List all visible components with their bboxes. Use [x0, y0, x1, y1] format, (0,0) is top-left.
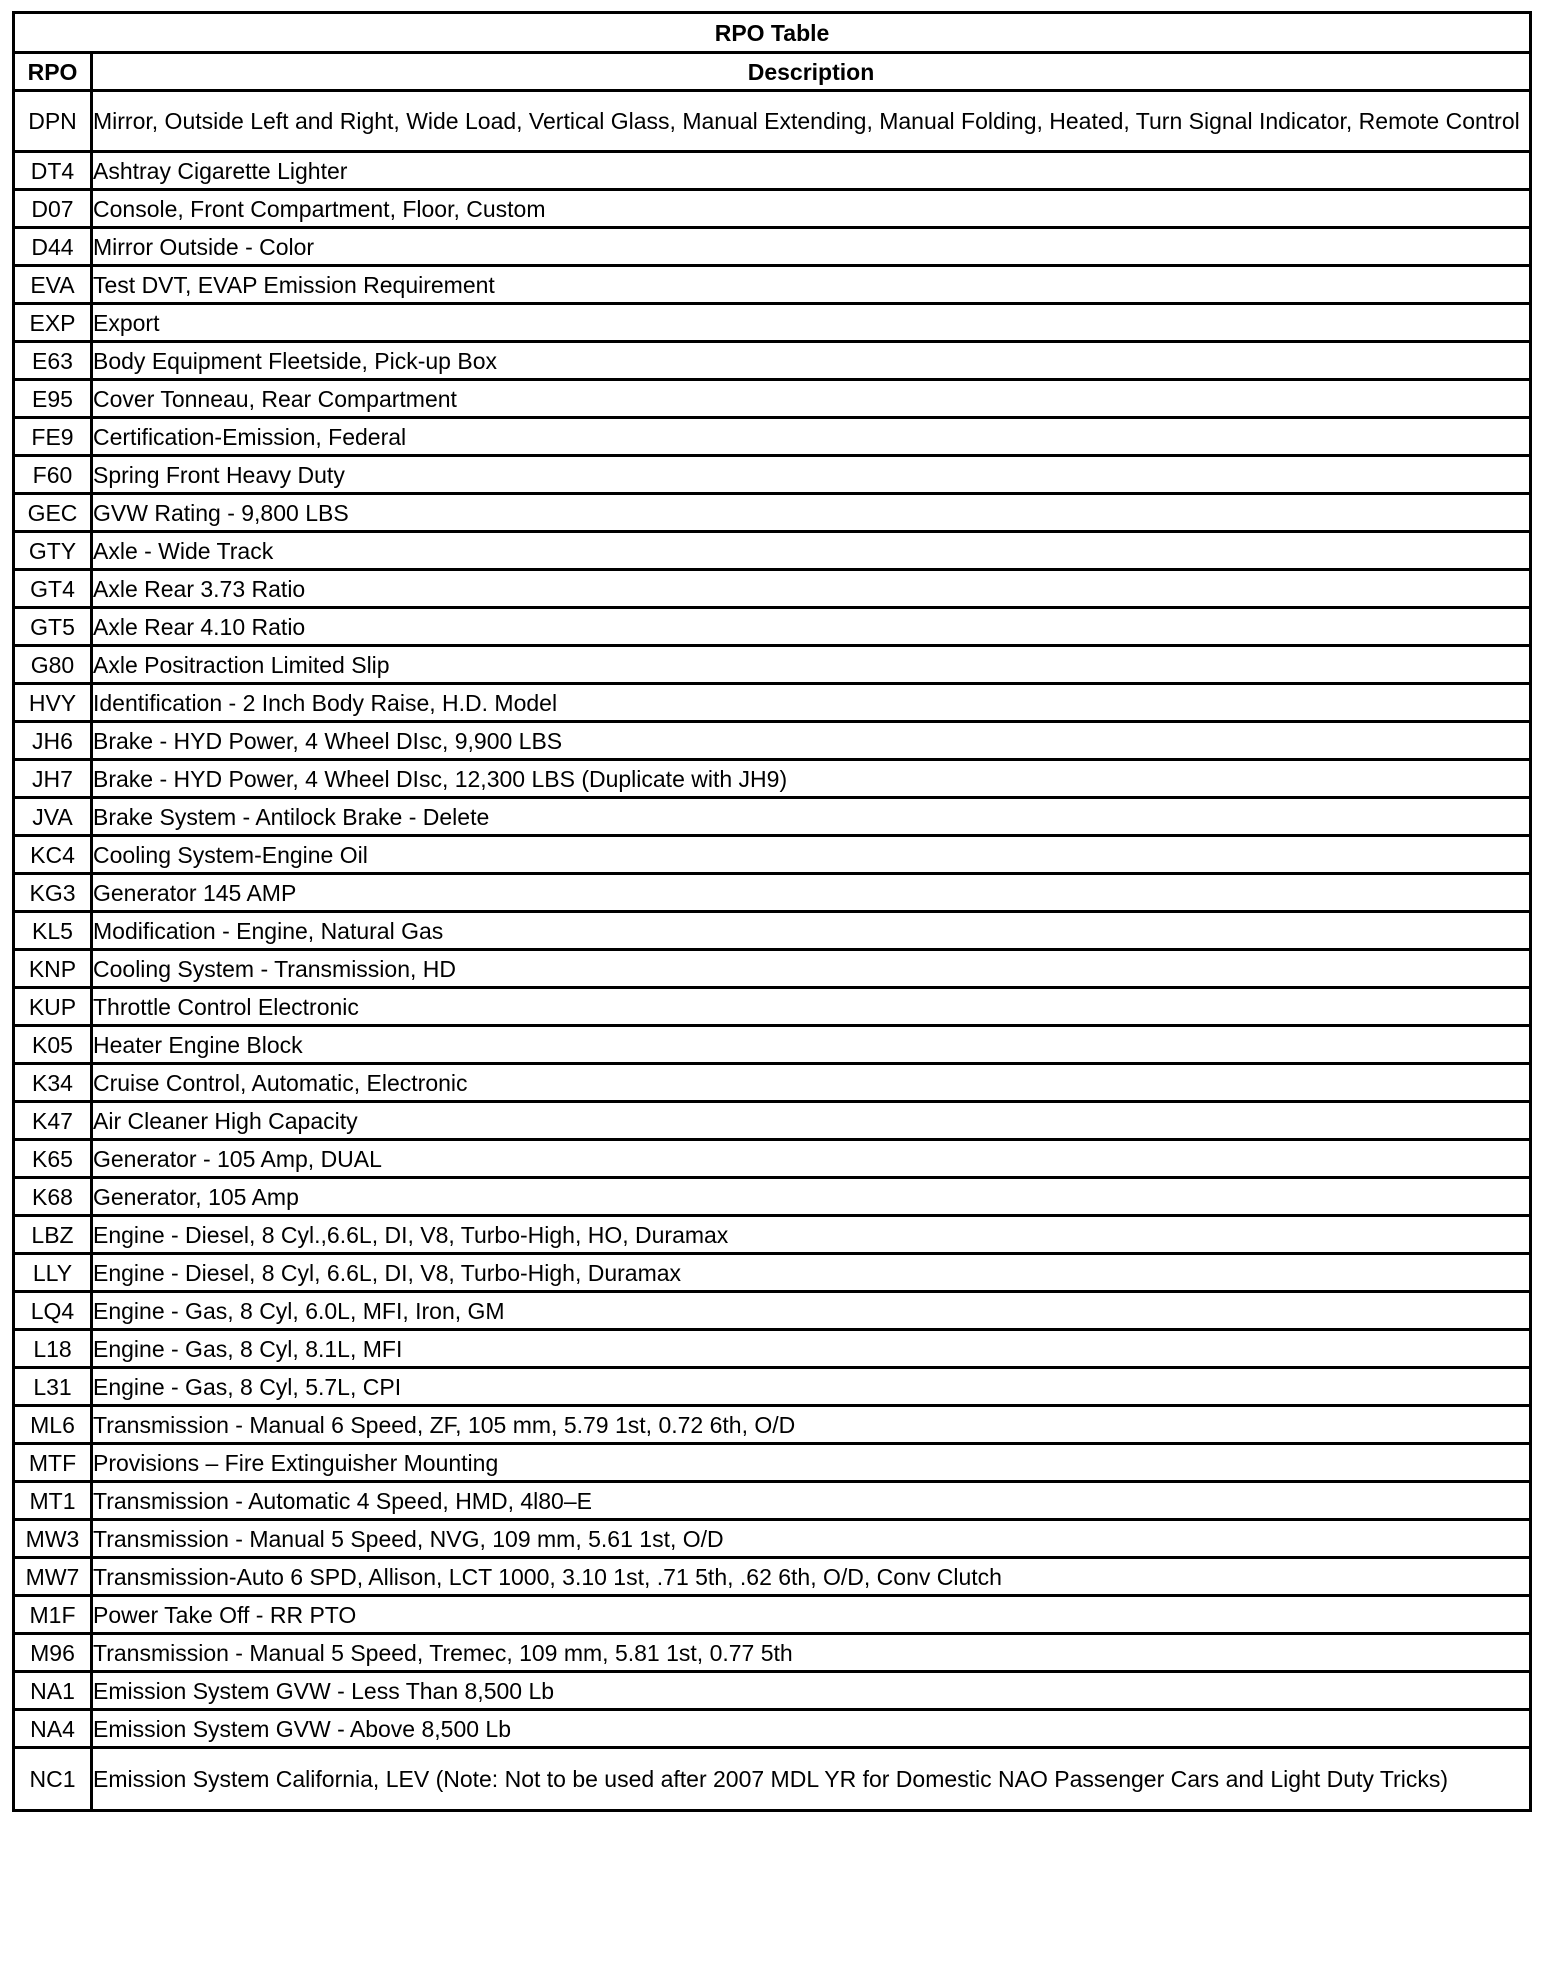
table-header-row	[14, 53, 1531, 91]
rpo-description: Engine - Diesel, 8 Cyl, 6.6L, DI, V8, Turbo-High, Duramax	[92, 1254, 1531, 1292]
rpo-description: Emission System GVW - Less Than 8,500 Lb	[92, 1672, 1531, 1710]
rpo-description: Axle Rear 3.73 Ratio	[92, 570, 1531, 608]
table-row	[14, 1026, 1531, 1064]
rpo-code: NC1	[14, 1748, 92, 1811]
table-row	[14, 532, 1531, 570]
rpo-code: E63	[14, 342, 92, 380]
rpo-description: Engine - Gas, 8 Cyl, 6.0L, MFI, Iron, GM	[92, 1292, 1531, 1330]
rpo-code: LQ4	[14, 1292, 92, 1330]
rpo-code: KNP	[14, 950, 92, 988]
table-row	[14, 380, 1531, 418]
rpo-code: DT4	[14, 152, 92, 190]
rpo-description: Cooling System-Engine Oil	[92, 836, 1531, 874]
table-row	[14, 304, 1531, 342]
rpo-code: D44	[14, 228, 92, 266]
rpo-description: Test DVT, EVAP Emission Requirement	[92, 266, 1531, 304]
rpo-code: EVA	[14, 266, 92, 304]
rpo-description: Ashtray Cigarette Lighter	[92, 152, 1531, 190]
rpo-description: Brake System - Antilock Brake - Delete	[92, 798, 1531, 836]
table-row	[14, 1406, 1531, 1444]
rpo-code: NA4	[14, 1710, 92, 1748]
table-row	[14, 1710, 1531, 1748]
rpo-code: KUP	[14, 988, 92, 1026]
table-row	[14, 608, 1531, 646]
rpo-description: Transmission - Manual 5 Speed, NVG, 109 mm, 5.61 1st, O/D	[92, 1520, 1531, 1558]
rpo-description: Heater Engine Block	[92, 1026, 1531, 1064]
rpo-code: EXP	[14, 304, 92, 342]
rpo-description: Export	[92, 304, 1531, 342]
table-row	[14, 760, 1531, 798]
table-row	[14, 1444, 1531, 1482]
rpo-code: K47	[14, 1102, 92, 1140]
table-row	[14, 456, 1531, 494]
table-row	[14, 1482, 1531, 1520]
rpo-description: Mirror, Outside Left and Right, Wide Load, Vertical Glass, Manual Extending, Manual Folding, Heated, Turn Signal Indicator, Remote Control	[92, 91, 1531, 152]
table-row	[14, 988, 1531, 1026]
rpo-table	[12, 11, 1532, 1812]
rpo-code: L31	[14, 1368, 92, 1406]
table-row	[14, 836, 1531, 874]
rpo-code: K34	[14, 1064, 92, 1102]
rpo-code: JVA	[14, 798, 92, 836]
rpo-description: Provisions – Fire Extinguisher Mounting	[92, 1444, 1531, 1482]
table-row	[14, 1178, 1531, 1216]
rpo-code: KL5	[14, 912, 92, 950]
table-row	[14, 266, 1531, 304]
table-row	[14, 1520, 1531, 1558]
column-header-rpo: RPO	[14, 53, 92, 91]
table-row	[14, 570, 1531, 608]
rpo-description: Emission System California, LEV (Note: Not to be used after 2007 MDL YR for Domestic NAO Passenger Cars and Light Duty Tricks)	[92, 1748, 1531, 1811]
table-row	[14, 722, 1531, 760]
rpo-description: Certification-Emission, Federal	[92, 418, 1531, 456]
table-row	[14, 1254, 1531, 1292]
table-row	[14, 646, 1531, 684]
rpo-description: Brake - HYD Power, 4 Wheel DIsc, 9,900 LBS	[92, 722, 1531, 760]
rpo-code: D07	[14, 190, 92, 228]
table-row	[14, 1140, 1531, 1178]
rpo-description: Throttle Control Electronic	[92, 988, 1531, 1026]
rpo-code: MTF	[14, 1444, 92, 1482]
rpo-code: MW7	[14, 1558, 92, 1596]
table-row	[14, 91, 1531, 152]
rpo-code: JH6	[14, 722, 92, 760]
rpo-code: GTY	[14, 532, 92, 570]
rpo-description: Axle - Wide Track	[92, 532, 1531, 570]
table-row	[14, 798, 1531, 836]
table-row	[14, 1672, 1531, 1710]
rpo-code: L18	[14, 1330, 92, 1368]
rpo-description: Power Take Off - RR PTO	[92, 1596, 1531, 1634]
rpo-code: JH7	[14, 760, 92, 798]
table-row	[14, 1064, 1531, 1102]
rpo-description: Modification - Engine, Natural Gas	[92, 912, 1531, 950]
table-row	[14, 152, 1531, 190]
rpo-code: K68	[14, 1178, 92, 1216]
table-row	[14, 874, 1531, 912]
table-row	[14, 950, 1531, 988]
rpo-code: M96	[14, 1634, 92, 1672]
rpo-description: Transmission-Auto 6 SPD, Allison, LCT 1000, 3.10 1st, .71 5th, .62 6th, O/D, Conv Clutch	[92, 1558, 1531, 1596]
rpo-description: Axle Positraction Limited Slip	[92, 646, 1531, 684]
rpo-description: Spring Front Heavy Duty	[92, 456, 1531, 494]
table-row	[14, 228, 1531, 266]
table-row	[14, 342, 1531, 380]
table-row	[14, 494, 1531, 532]
rpo-code: F60	[14, 456, 92, 494]
table-row	[14, 1558, 1531, 1596]
rpo-description: Cooling System - Transmission, HD	[92, 950, 1531, 988]
rpo-code: NA1	[14, 1672, 92, 1710]
rpo-description: Mirror Outside - Color	[92, 228, 1531, 266]
rpo-description: Body Equipment Fleetside, Pick-up Box	[92, 342, 1531, 380]
rpo-description: Generator - 105 Amp, DUAL	[92, 1140, 1531, 1178]
table-row	[14, 912, 1531, 950]
rpo-code: MW3	[14, 1520, 92, 1558]
rpo-description: Cover Tonneau, Rear Compartment	[92, 380, 1531, 418]
table-row	[14, 1634, 1531, 1672]
table-row	[14, 418, 1531, 456]
rpo-description: Transmission - Manual 6 Speed, ZF, 105 mm, 5.79 1st, 0.72 6th, O/D	[92, 1406, 1531, 1444]
rpo-code: KC4	[14, 836, 92, 874]
rpo-code: KG3	[14, 874, 92, 912]
table-row	[14, 1216, 1531, 1254]
rpo-description: Generator, 105 Amp	[92, 1178, 1531, 1216]
rpo-code: ML6	[14, 1406, 92, 1444]
rpo-description: Transmission - Automatic 4 Speed, HMD, 4l80–E	[92, 1482, 1531, 1520]
rpo-code: FE9	[14, 418, 92, 456]
table-title-row	[14, 13, 1531, 53]
rpo-description: Engine - Gas, 8 Cyl, 8.1L, MFI	[92, 1330, 1531, 1368]
table-row	[14, 1102, 1531, 1140]
rpo-description: GVW Rating - 9,800 LBS	[92, 494, 1531, 532]
table-row	[14, 1748, 1531, 1811]
rpo-description: Air Cleaner High Capacity	[92, 1102, 1531, 1140]
rpo-description: Transmission - Manual 5 Speed, Tremec, 109 mm, 5.81 1st, 0.77 5th	[92, 1634, 1531, 1672]
rpo-description: Cruise Control, Automatic, Electronic	[92, 1064, 1531, 1102]
rpo-code: K65	[14, 1140, 92, 1178]
rpo-code: HVY	[14, 684, 92, 722]
rpo-description: Engine - Diesel, 8 Cyl.,6.6L, DI, V8, Turbo-High, HO, Duramax	[92, 1216, 1531, 1254]
rpo-description: Engine - Gas, 8 Cyl, 5.7L, CPI	[92, 1368, 1531, 1406]
table-row	[14, 1330, 1531, 1368]
rpo-code: E95	[14, 380, 92, 418]
rpo-code: GEC	[14, 494, 92, 532]
table-row	[14, 684, 1531, 722]
rpo-description: Axle Rear 4.10 Ratio	[92, 608, 1531, 646]
table-title: RPO Table	[14, 13, 1531, 53]
rpo-code: M1F	[14, 1596, 92, 1634]
table-row	[14, 1292, 1531, 1330]
table-row	[14, 190, 1531, 228]
rpo-code: GT4	[14, 570, 92, 608]
rpo-code: DPN	[14, 91, 92, 152]
rpo-code: LLY	[14, 1254, 92, 1292]
column-header-description: Description	[92, 53, 1531, 91]
rpo-code: GT5	[14, 608, 92, 646]
rpo-description: Console, Front Compartment, Floor, Custom	[92, 190, 1531, 228]
rpo-description: Generator 145 AMP	[92, 874, 1531, 912]
rpo-description: Brake - HYD Power, 4 Wheel DIsc, 12,300 LBS (Duplicate with JH9)	[92, 760, 1531, 798]
table-row	[14, 1368, 1531, 1406]
rpo-code: K05	[14, 1026, 92, 1064]
rpo-description: Identification - 2 Inch Body Raise, H.D. Model	[92, 684, 1531, 722]
rpo-code: G80	[14, 646, 92, 684]
rpo-code: LBZ	[14, 1216, 92, 1254]
rpo-description: Emission System GVW - Above 8,500 Lb	[92, 1710, 1531, 1748]
table-row	[14, 1596, 1531, 1634]
rpo-code: MT1	[14, 1482, 92, 1520]
